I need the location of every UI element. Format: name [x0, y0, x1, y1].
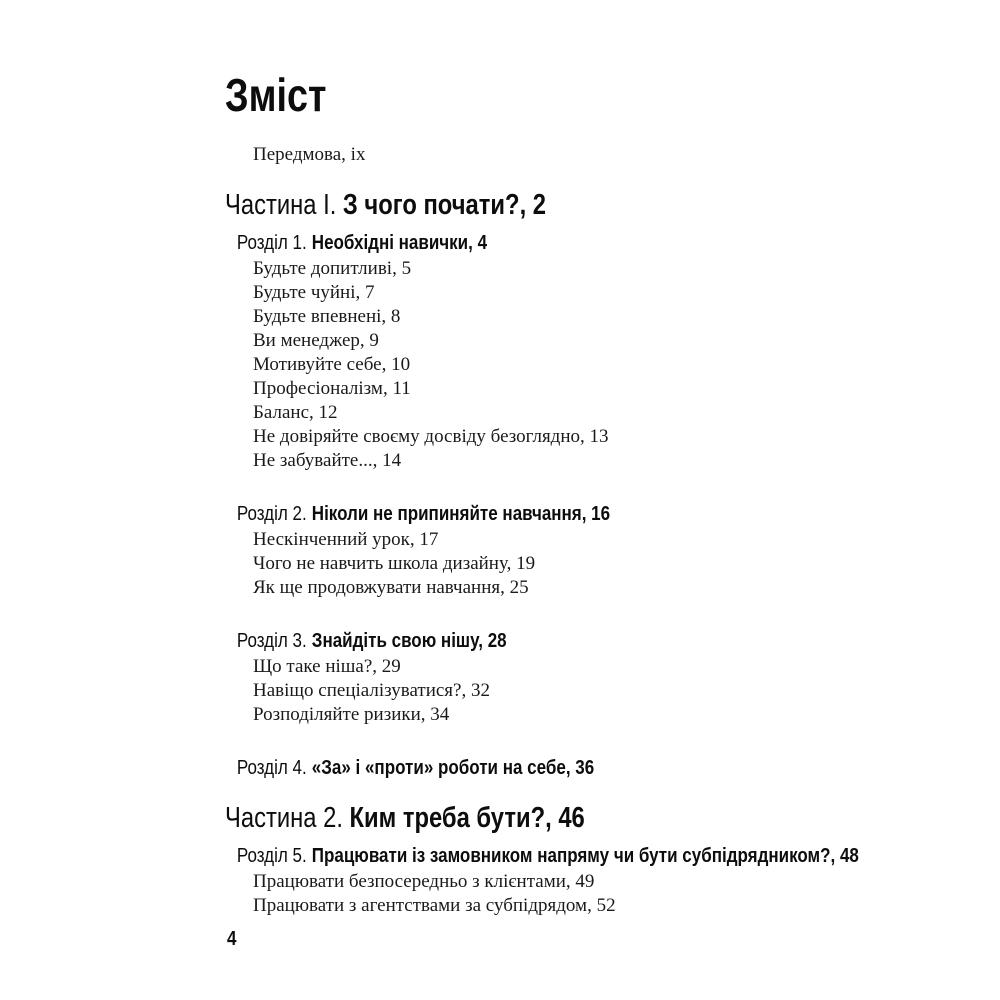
chapter-4-label: Розділ 4.: [236, 757, 307, 779]
chapter-3: [225, 630, 985, 727]
toc-entry: Не довіряйте своєму досвіду безоглядно, 13: [253, 426, 609, 447]
toc-entry: Будьте допитливі, 5: [253, 258, 412, 279]
part-2: [225, 801, 985, 918]
toc-entry: Будьте впевнені, 8: [253, 306, 401, 327]
chapter-3-sections: [225, 655, 985, 727]
chapter-4-heading: [225, 757, 871, 779]
toc-entry: Що таке ніша?, 29: [253, 656, 401, 677]
toc-entry: Працювати безпосередньо з клієнтами, 49: [253, 871, 595, 892]
toc-entry: Чого не навчить школа дизайну, 19: [253, 553, 536, 574]
part-1-heading: [225, 188, 848, 222]
toc-entry: Професіоналізм, 11: [253, 378, 411, 399]
chapter-2: [225, 503, 985, 600]
chapter-3-heading: [225, 630, 871, 652]
chapter-2-label: Розділ 2.: [236, 503, 307, 525]
chapter-5-label: Розділ 5.: [236, 845, 307, 867]
part-2-title: Ким треба бути?, 46: [349, 802, 585, 834]
chapter-4: [225, 757, 985, 779]
toc-entry: Нескінченний урок, 17: [253, 529, 439, 550]
toc-entry: Навіщо спеціалізуватися?, 32: [253, 680, 490, 701]
chapter-1-label: Розділ 1.: [236, 232, 307, 254]
front-matter-entry: Передмова, ix: [253, 144, 366, 165]
toc-entry: Як ще продовжувати навчання, 25: [253, 577, 529, 598]
chapter-1-heading: [225, 232, 871, 254]
chapter-5-title: Працювати із замовником напряму чи бути субпідрядником?, 48: [311, 845, 859, 867]
chapter-3-title: Знайдіть свою нішу, 28: [311, 630, 507, 652]
page-number: 4: [227, 928, 237, 950]
chapter-2-heading: [225, 503, 871, 525]
chapter-5-sections: [225, 870, 985, 918]
part-2-heading: [225, 801, 848, 835]
chapter-3-label: Розділ 3.: [236, 630, 307, 652]
toc-entry: Розподіляйте ризики, 34: [253, 704, 450, 725]
chapter-5: [225, 845, 985, 918]
chapter-1-sections: [225, 257, 985, 473]
toc-entry: Мотивуйте себе, 10: [253, 354, 411, 375]
part-1-title: З чого почати?, 2: [342, 189, 547, 221]
toc-entry: Працювати з агентствами за субпідрядом, 52: [253, 895, 616, 916]
toc-entry: Не забувайте..., 14: [253, 450, 402, 471]
chapter-2-sections: [225, 528, 985, 600]
toc-entry: Баланс, 12: [253, 402, 338, 423]
toc-entry: Будьте чуйні, 7: [253, 282, 375, 303]
toc-content: [225, 69, 985, 918]
page-title: Зміст: [225, 69, 327, 121]
chapter-1: [225, 232, 985, 473]
chapter-4-title: «За» і «проти» роботи на себе, 36: [311, 757, 595, 779]
part-2-label: Частина 2.: [225, 802, 343, 834]
chapter-2-title: Ніколи не припиняйте навчання, 16: [311, 503, 611, 525]
chapter-5-heading: [225, 845, 871, 867]
part-1: [225, 188, 985, 779]
chapter-1-title: Необхідні навички, 4: [311, 232, 488, 254]
part-1-label: Частина І.: [225, 189, 337, 221]
toc-entry: Ви менеджер, 9: [253, 330, 379, 351]
